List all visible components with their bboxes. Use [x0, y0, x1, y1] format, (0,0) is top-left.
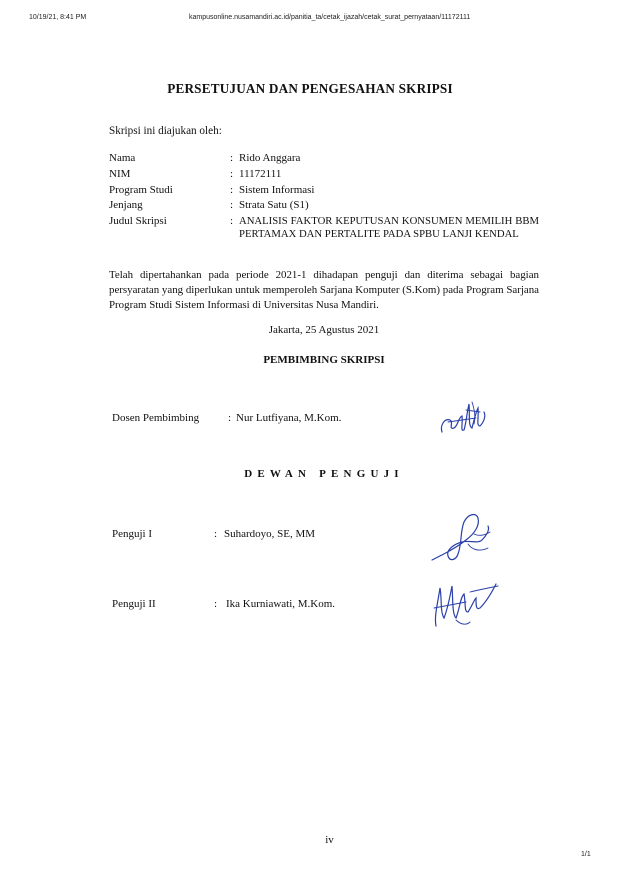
- info-colon: :: [230, 152, 234, 164]
- advisor-colon: :: [228, 412, 232, 424]
- advisor-label: Dosen Pembimbing: [112, 412, 200, 424]
- print-url: kampusonline.nusamandiri.ac.id/panitia_ta/cetak_ijazah/cetak_surat_pernyataan/11172111: [189, 14, 471, 21]
- info-label: Nama: [109, 152, 136, 164]
- examiner-name: Ika Kurniawati, M.Kom.: [226, 598, 336, 610]
- examiner-2-signature: [430, 578, 502, 632]
- info-colon: :: [230, 183, 234, 196]
- info-colon: :: [230, 215, 234, 228]
- info-colon: :: [230, 167, 234, 180]
- student-name: Rido Anggara: [239, 152, 301, 164]
- info-label: Jenjang: [109, 199, 143, 212]
- info-row-program: [109, 183, 539, 199]
- page-count: 1/1: [581, 851, 591, 858]
- approval-statement: Telah dipertahankan pada periode 2021-1 dihadapan penguji dan diterima sebagai bagian persyaratan yang diperlukan untuk memperoleh Sarjana Komputer (S.Kom) pada Program Sarjana Program Studi Sistem Informasi di Universitas Nusa Mandiri.: [109, 269, 539, 312]
- degree-level: Strata Satu (S1): [239, 199, 309, 212]
- info-row-level: [109, 198, 539, 214]
- page-number: iv: [325, 834, 334, 846]
- examiner-colon: :: [214, 528, 218, 540]
- examiner-1-signature: [428, 510, 498, 566]
- info-row-nim: [109, 167, 539, 183]
- advisor-name: Nur Lutfiyana, M.Kom.: [236, 412, 342, 424]
- student-info: [109, 151, 539, 242]
- place-date: Jakarta, 25 Agustus 2021: [268, 324, 380, 336]
- advisor-heading: PEMBIMBING SKRIPSI: [263, 354, 385, 366]
- thesis-title: ANALISIS FAKTOR KEPUTUSAN KONSUMEN MEMILIH BBM PERTAMAX DAN PERTALITE PADA SPBU LANJI KENDAL: [239, 215, 539, 241]
- intro-text: Skripsi ini diajukan oleh:: [109, 125, 222, 137]
- info-row-name: [109, 151, 539, 167]
- info-label: NIM: [109, 167, 131, 180]
- page-title: PERSETUJUAN DAN PENGESAHAN SKRIPSI: [167, 81, 453, 96]
- info-label: Judul Skripsi: [109, 215, 167, 228]
- info-colon: :: [230, 199, 234, 212]
- study-program: Sistem Informasi: [239, 183, 315, 196]
- examiner-colon: :: [214, 598, 218, 610]
- examiner-label: Penguji II: [112, 598, 156, 610]
- examiner-label: Penguji I: [112, 528, 153, 540]
- board-heading: DEWAN PENGUJI: [244, 468, 404, 480]
- info-row-thesis-title: [109, 214, 539, 241]
- student-nim: 11172111: [239, 167, 282, 180]
- advisor-signature: [436, 398, 492, 440]
- examiner-name: Suhardoyo, SE, MM: [224, 528, 316, 540]
- print-datetime: 10/19/21, 8:41 PM: [29, 14, 87, 21]
- info-label: Program Studi: [109, 183, 173, 196]
